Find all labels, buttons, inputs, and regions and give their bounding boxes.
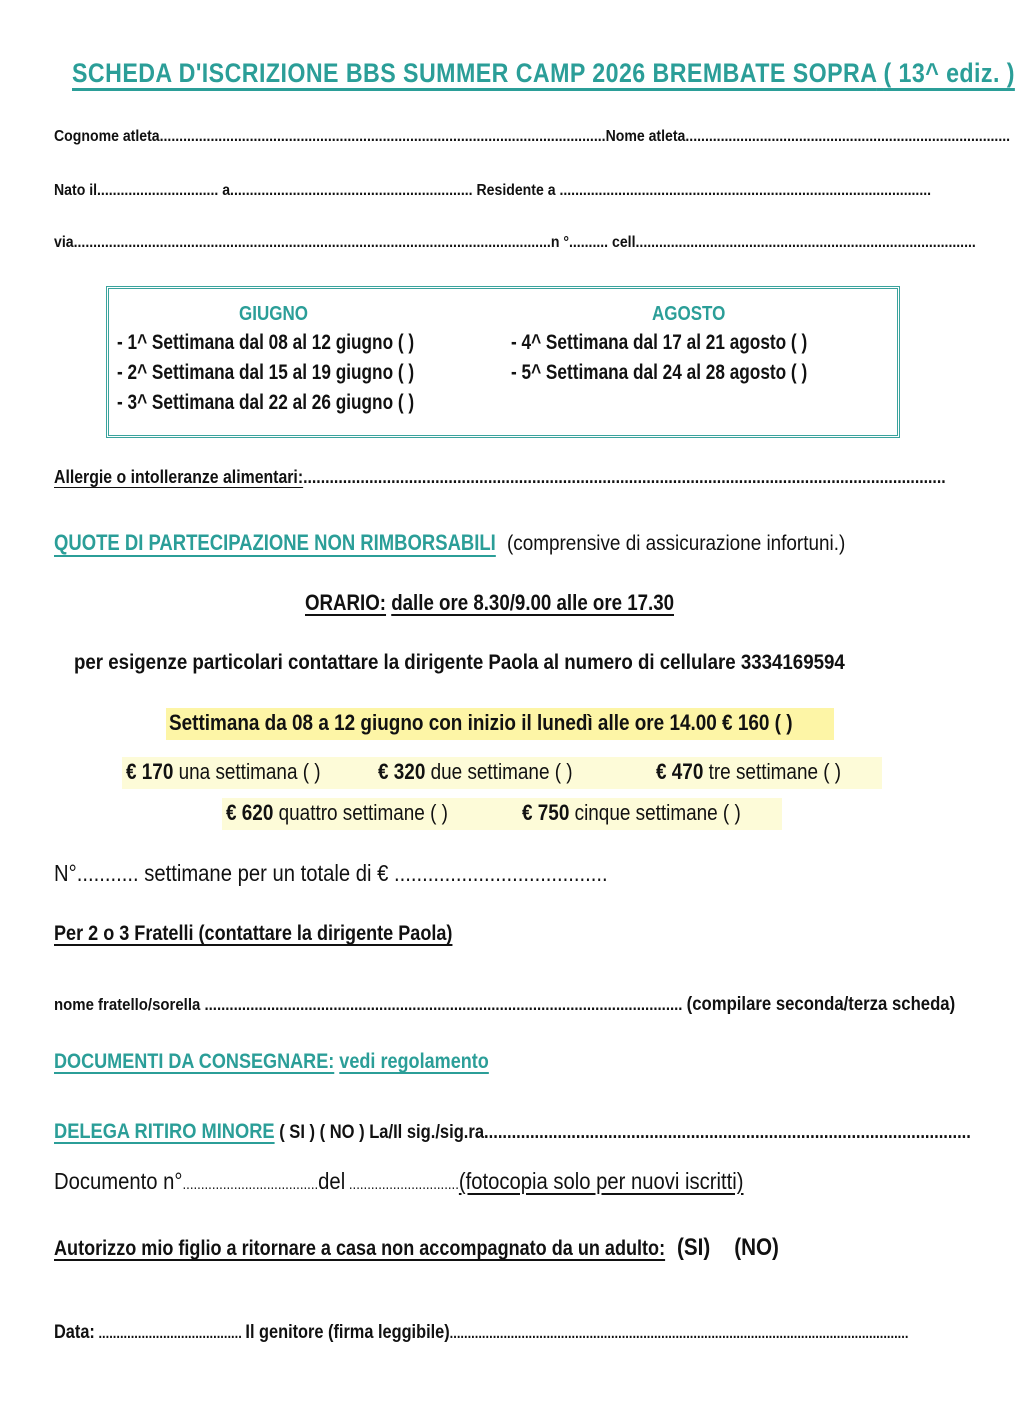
document-date-label: del — [318, 1168, 346, 1194]
nato-row — [54, 182, 931, 200]
form-title-text: SCHEDA D'ISCRIZIONE BBS SUMMER CAMP 2026 BREMBATE SOPRA — [72, 58, 877, 88]
total-prefix: N° — [54, 860, 77, 886]
parent-signature-field[interactable]: ................................................................................................................................ — [449, 1325, 909, 1342]
orario-label: ORARIO: — [305, 590, 387, 615]
a-label: a — [222, 182, 231, 199]
price-four-weeks-label: quattro settimane ( ) — [278, 800, 448, 825]
june-header: GIUGNO — [239, 303, 308, 325]
price-four-weeks[interactable] — [226, 800, 448, 826]
a-field[interactable]: .............................................................. — [230, 182, 477, 199]
price-two-weeks-label: due settimane ( ) — [430, 759, 573, 784]
cognome-field[interactable]: .................................................................................................................. — [159, 128, 606, 145]
price-one-week[interactable] — [126, 759, 321, 785]
document-date-field[interactable]: .............................. — [345, 1176, 459, 1193]
price-three-weeks-label: tre settimane ( ) — [708, 759, 842, 784]
cognome-row — [54, 128, 1010, 146]
price-one-week-amount: € 170 — [126, 759, 174, 784]
edition-label: ( 13^ ediz. ) — [883, 58, 1015, 88]
authorization-no-option[interactable]: (NO) — [734, 1234, 779, 1261]
allergie-row — [54, 467, 946, 488]
documents-value: vedi regolamento — [339, 1050, 489, 1073]
total-label: settimane per un totale di € — [144, 860, 389, 886]
week-1-option[interactable]: - 1^ Settimana dal 08 al 12 giugno ( ) — [117, 331, 415, 354]
price-five-weeks-amount: € 750 — [522, 800, 570, 825]
delega-heading: DELEGA RITIRO MINORE — [54, 1120, 275, 1143]
date-field[interactable]: ........................................ — [94, 1325, 246, 1342]
price-three-weeks-amount: € 470 — [656, 759, 704, 784]
price-four-weeks-amount: € 620 — [226, 800, 274, 825]
siblings-row — [54, 994, 955, 1016]
orario-row — [305, 590, 674, 616]
residente-field[interactable]: ............................................................................................... — [555, 182, 932, 199]
delega-no-option[interactable]: ( NO ) — [319, 1122, 365, 1143]
document-row — [54, 1168, 744, 1195]
allergie-label: Allergie o intolleranze alimentari: — [54, 467, 304, 487]
price-five-weeks[interactable] — [522, 800, 741, 826]
documents-row — [54, 1050, 489, 1074]
week-4-option[interactable]: - 4^ Settimana dal 17 al 21 agosto ( ) — [511, 331, 808, 354]
allergie-field[interactable]: .................................................................................................................................................. — [303, 467, 946, 487]
form-title — [72, 58, 1015, 89]
siblings-heading: Per 2 o 3 Fratelli (contattare la dirigente Paola) — [54, 922, 453, 945]
orario-value: dalle ore 8.30/9.00 alle ore 17.30 — [391, 590, 675, 615]
delega-person-label: La/Il sig./sig.ra — [369, 1122, 485, 1143]
via-field[interactable]: .......................................................................................................................... — [73, 234, 551, 251]
week-5-option[interactable]: - 5^ Settimana dal 24 al 28 agosto ( ) — [511, 361, 808, 384]
civic-number-field[interactable]: .......... — [568, 234, 613, 251]
delega-si-option[interactable]: ( SI ) — [279, 1122, 316, 1143]
price-two-weeks-amount: € 320 — [378, 759, 426, 784]
date-label: Data: — [54, 1322, 95, 1343]
document-note: (fotocopia solo per nuovi iscritti) — [458, 1168, 744, 1194]
weeks-selection-box — [106, 286, 900, 438]
price-two-weeks[interactable] — [378, 759, 573, 785]
weeks-count-field[interactable]: ........... — [76, 860, 145, 886]
civic-number-label: n ° — [550, 234, 569, 251]
quote-note: (comprensive di assicurazione infortuni.) — [507, 532, 846, 555]
nato-field[interactable]: ............................... — [97, 182, 223, 199]
cell-label: cell — [612, 234, 636, 251]
august-header: AGOSTO — [652, 303, 726, 325]
price-three-weeks[interactable] — [656, 759, 841, 785]
first-week-price[interactable]: Settimana da 08 a 12 giugno con inizio il lunedì alle ore 14.00 € 160 ( ) — [169, 710, 793, 735]
sibling-name-label: nome fratello/sorella — [54, 995, 201, 1014]
contact-note: per esigenze particolari contattare la dirigente Paola al numero di cellulare 3334169594 — [74, 651, 845, 674]
document-number-label: Documento n° — [54, 1168, 183, 1194]
authorization-row — [54, 1234, 779, 1262]
price-five-weeks-label: cinque settimane ( ) — [574, 800, 741, 825]
sibling-note: (compilare seconda/terza scheda) — [686, 994, 956, 1015]
authorization-si-option[interactable]: (SI) — [677, 1234, 711, 1261]
residente-label: Residente a — [476, 182, 556, 199]
delega-person-field[interactable]: .......................................................................................................... — [484, 1122, 971, 1143]
total-row — [54, 860, 608, 887]
via-row — [54, 234, 976, 252]
document-number-field[interactable]: ..................................... — [182, 1176, 319, 1193]
week-2-option[interactable]: - 2^ Settimana dal 15 al 19 giugno ( ) — [117, 361, 415, 384]
cell-field[interactable]: ....................................................................................... — [635, 234, 976, 251]
cognome-label: Cognome atleta — [54, 128, 160, 145]
quote-heading: QUOTE DI PARTECIPAZIONE NON RIMBORSABILI — [54, 530, 496, 555]
documents-heading: DOCUMENTI DA CONSEGNARE: — [54, 1050, 335, 1073]
nome-label: Nome atleta — [605, 128, 686, 145]
week-3-option[interactable]: - 3^ Settimana dal 22 al 26 giugno ( ) — [117, 391, 415, 414]
footer-row — [54, 1322, 908, 1344]
sibling-name-field[interactable]: ................................................................................................................... — [200, 995, 687, 1014]
via-label: via — [54, 234, 74, 251]
delega-row — [54, 1120, 971, 1144]
authorization-text: Autorizzo mio figlio a ritornare a casa non accompagnato da un adulto: — [54, 1237, 666, 1260]
price-one-week-label: una settimana ( ) — [178, 759, 321, 784]
total-amount-field[interactable]: ...................................... — [388, 860, 608, 886]
parent-signature-label: Il genitore (firma leggibile) — [245, 1322, 450, 1343]
quote-section — [54, 530, 580, 556]
nato-label: Nato il — [54, 182, 98, 199]
nome-field[interactable]: ................................................................................... — [685, 128, 1011, 145]
